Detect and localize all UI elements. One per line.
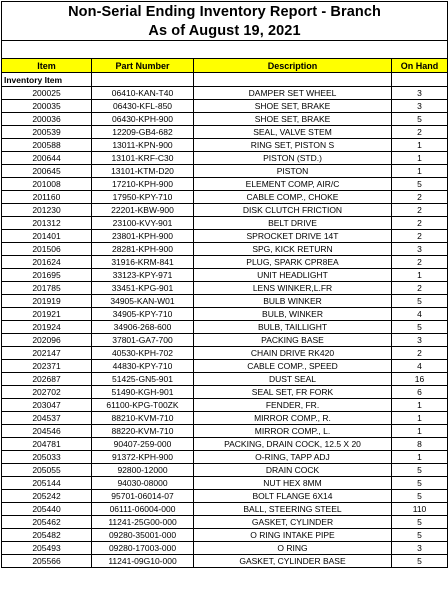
cell-part-number: 95701-06014-07 (92, 490, 194, 503)
cell-description: SHOE SET, BRAKE (194, 100, 392, 113)
cell-description: O RING (194, 542, 392, 555)
table-row (2, 555, 448, 568)
table-row (2, 503, 448, 516)
cell-on-hand: 3 (392, 334, 448, 347)
cell-on-hand: 2 (392, 256, 448, 269)
cell-part-number: 06430-KFL-850 (92, 100, 194, 113)
cell-item-number: 203047 (2, 399, 92, 412)
cell-item-number: 200539 (2, 126, 92, 139)
table-row (2, 282, 448, 295)
table-row (2, 217, 448, 230)
spacer-row (2, 41, 448, 59)
cell-part-number: 09280-35001-000 (92, 529, 194, 542)
cell-on-hand: 5 (392, 516, 448, 529)
cell-on-hand: 5 (392, 555, 448, 568)
report-title: Non-Serial Ending Inventory Report - Branch (2, 2, 448, 22)
subheader-empty-cell (392, 73, 448, 87)
table-row (2, 412, 448, 425)
cell-item-number: 201160 (2, 191, 92, 204)
cell-item-number: 201401 (2, 230, 92, 243)
cell-description: NUT HEX 8MM (194, 477, 392, 490)
cell-item-number: 201785 (2, 282, 92, 295)
cell-part-number: 17210-KPH-900 (92, 178, 194, 191)
cell-description: DAMPER SET WHEEL (194, 87, 392, 100)
column-header-row (2, 59, 448, 73)
cell-part-number: 12209-GB4-682 (92, 126, 194, 139)
cell-part-number: 06430-KPH-900 (92, 113, 194, 126)
cell-on-hand: 5 (392, 321, 448, 334)
cell-item-number: 202096 (2, 334, 92, 347)
inventory-report-sheet (1, 1, 447, 568)
column-header-item: Item (2, 59, 92, 73)
cell-item-number: 205493 (2, 542, 92, 555)
table-row (2, 529, 448, 542)
cell-part-number: 13101-KRF-C30 (92, 152, 194, 165)
cell-on-hand: 1 (392, 269, 448, 282)
cell-item-number: 205440 (2, 503, 92, 516)
cell-item-number: 201312 (2, 217, 92, 230)
cell-part-number: 06111-06004-000 (92, 503, 194, 516)
cell-part-number: 88210-KVM-710 (92, 412, 194, 425)
cell-item-number: 205462 (2, 516, 92, 529)
cell-description: FENDER, FR. (194, 399, 392, 412)
cell-part-number: 44830-KPY-710 (92, 360, 194, 373)
cell-item-number: 200645 (2, 165, 92, 178)
cell-item-number: 205055 (2, 464, 92, 477)
table-row (2, 516, 448, 529)
table-row (2, 87, 448, 100)
cell-description: SHOE SET, BRAKE (194, 113, 392, 126)
cell-description: CHAIN DRIVE RK420 (194, 347, 392, 360)
inventory-table (1, 1, 448, 568)
cell-item-number: 205242 (2, 490, 92, 503)
cell-on-hand: 16 (392, 373, 448, 386)
cell-description: BELT DRIVE (194, 217, 392, 230)
cell-description: PLUG, SPARK CPR8EA (194, 256, 392, 269)
cell-on-hand: 2 (392, 126, 448, 139)
report-title-row (2, 2, 448, 22)
cell-part-number: 37801-GA7-700 (92, 334, 194, 347)
cell-on-hand: 3 (392, 243, 448, 256)
cell-on-hand: 5 (392, 178, 448, 191)
cell-item-number: 204537 (2, 412, 92, 425)
cell-item-number: 204546 (2, 425, 92, 438)
cell-item-number: 201919 (2, 295, 92, 308)
cell-part-number: 31916-KRM-841 (92, 256, 194, 269)
table-row (2, 347, 448, 360)
cell-on-hand: 2 (392, 347, 448, 360)
table-row (2, 425, 448, 438)
cell-item-number: 202687 (2, 373, 92, 386)
cell-part-number: 51425-GN5-901 (92, 373, 194, 386)
cell-item-number: 200588 (2, 139, 92, 152)
table-row (2, 373, 448, 386)
table-row (2, 152, 448, 165)
cell-item-number: 201921 (2, 308, 92, 321)
cell-description: MIRROR COMP., R. (194, 412, 392, 425)
cell-description: UNIT HEADLIGHT (194, 269, 392, 282)
cell-part-number: 34906-268-600 (92, 321, 194, 334)
cell-on-hand: 2 (392, 230, 448, 243)
cell-description: PISTON (194, 165, 392, 178)
cell-item-number: 200644 (2, 152, 92, 165)
table-row (2, 165, 448, 178)
cell-item-number: 201230 (2, 204, 92, 217)
cell-part-number: 61100-KPG-T00ZK (92, 399, 194, 412)
cell-description: ELEMENT COMP, AIR/C (194, 178, 392, 191)
cell-part-number: 40530-KPH-702 (92, 347, 194, 360)
cell-description: BULB, TAILLIGHT (194, 321, 392, 334)
cell-description: CABLE COMP., CHOKE (194, 191, 392, 204)
cell-description: DRAIN COCK (194, 464, 392, 477)
cell-part-number: 33123-KPY-971 (92, 269, 194, 282)
cell-part-number: 11241-25G00-000 (92, 516, 194, 529)
cell-on-hand: 5 (392, 529, 448, 542)
cell-part-number: 11241-09G10-000 (92, 555, 194, 568)
table-row (2, 256, 448, 269)
table-row (2, 269, 448, 282)
cell-item-number: 200025 (2, 87, 92, 100)
cell-description: BALL, STEERING STEEL (194, 503, 392, 516)
report-date: As of August 19, 2021 (2, 21, 448, 41)
cell-on-hand: 1 (392, 152, 448, 165)
table-row (2, 126, 448, 139)
cell-part-number: 34905-KPY-710 (92, 308, 194, 321)
cell-part-number: 28281-KPH-900 (92, 243, 194, 256)
cell-description: BULB, WINKER (194, 308, 392, 321)
table-row (2, 139, 448, 152)
cell-item-number: 201008 (2, 178, 92, 191)
cell-description: LENS WINKER,L.FR (194, 282, 392, 295)
cell-item-number: 202702 (2, 386, 92, 399)
cell-on-hand: 5 (392, 477, 448, 490)
cell-on-hand: 2 (392, 204, 448, 217)
cell-part-number: 51490-KGH-901 (92, 386, 194, 399)
cell-on-hand: 2 (392, 191, 448, 204)
cell-description: CABLE COMP., SPEED (194, 360, 392, 373)
cell-on-hand: 2 (392, 217, 448, 230)
table-row (2, 100, 448, 113)
table-row (2, 178, 448, 191)
cell-description: GASKET, CYLINDER (194, 516, 392, 529)
subheader-empty-cell (92, 73, 194, 87)
cell-item-number: 205482 (2, 529, 92, 542)
subheader-inventory-item: Inventory Item (2, 73, 92, 87)
cell-description: SEAL SET, FR FORK (194, 386, 392, 399)
cell-part-number: 33451-KPG-901 (92, 282, 194, 295)
cell-description: BOLT FLANGE 6X14 (194, 490, 392, 503)
cell-on-hand: 8 (392, 438, 448, 451)
column-header-description: Description (194, 59, 392, 73)
subheader-row (2, 73, 448, 87)
cell-part-number: 34905-KAN-W01 (92, 295, 194, 308)
cell-on-hand: 1 (392, 399, 448, 412)
table-row (2, 334, 448, 347)
spacer-cell (2, 41, 448, 59)
cell-on-hand: 5 (392, 113, 448, 126)
cell-part-number: 22201-KBW-900 (92, 204, 194, 217)
table-row (2, 490, 448, 503)
cell-on-hand: 4 (392, 308, 448, 321)
cell-on-hand: 5 (392, 490, 448, 503)
table-row (2, 295, 448, 308)
cell-description: DISK CLUTCH FRICTION (194, 204, 392, 217)
cell-item-number: 201924 (2, 321, 92, 334)
table-row (2, 321, 448, 334)
cell-description: MIRROR COMP., L. (194, 425, 392, 438)
cell-description: DUST SEAL (194, 373, 392, 386)
table-row (2, 191, 448, 204)
table-row (2, 438, 448, 451)
cell-description: PACKING, DRAIN COCK, 12.5 X 20 (194, 438, 392, 451)
cell-on-hand: 4 (392, 360, 448, 373)
cell-part-number: 23100-KVY-901 (92, 217, 194, 230)
report-date-row (2, 21, 448, 41)
subheader-empty-cell (194, 73, 392, 87)
table-row (2, 477, 448, 490)
cell-description: PISTON (STD.) (194, 152, 392, 165)
cell-on-hand: 2 (392, 282, 448, 295)
cell-part-number: 88220-KVM-710 (92, 425, 194, 438)
cell-description: GASKET, CYLINDER BASE (194, 555, 392, 568)
table-row (2, 360, 448, 373)
cell-on-hand: 1 (392, 425, 448, 438)
cell-description: SEAL, VALVE STEM (194, 126, 392, 139)
cell-on-hand: 110 (392, 503, 448, 516)
column-header-part-number: Part Number (92, 59, 194, 73)
cell-on-hand: 3 (392, 100, 448, 113)
table-row (2, 464, 448, 477)
cell-description: RING SET, PISTON S (194, 139, 392, 152)
cell-part-number: 90407-259-000 (92, 438, 194, 451)
cell-item-number: 201695 (2, 269, 92, 282)
column-header-on-hand: On Hand (392, 59, 448, 73)
cell-on-hand: 1 (392, 451, 448, 464)
cell-item-number: 202371 (2, 360, 92, 373)
cell-part-number: 91372-KPH-900 (92, 451, 194, 464)
cell-on-hand: 1 (392, 412, 448, 425)
cell-on-hand: 6 (392, 386, 448, 399)
cell-part-number: 09280-17003-000 (92, 542, 194, 555)
cell-description: O RING INTAKE PIPE (194, 529, 392, 542)
table-row (2, 399, 448, 412)
cell-item-number: 202147 (2, 347, 92, 360)
cell-part-number: 23801-KPH-900 (92, 230, 194, 243)
cell-item-number: 205566 (2, 555, 92, 568)
table-row (2, 243, 448, 256)
cell-description: BULB WINKER (194, 295, 392, 308)
cell-item-number: 200036 (2, 113, 92, 126)
table-row (2, 204, 448, 217)
cell-description: PACKING BASE (194, 334, 392, 347)
table-row (2, 113, 448, 126)
table-row (2, 308, 448, 321)
cell-on-hand: 1 (392, 139, 448, 152)
cell-part-number: 06410-KAN-T40 (92, 87, 194, 100)
cell-on-hand: 5 (392, 464, 448, 477)
cell-item-number: 200035 (2, 100, 92, 113)
cell-part-number: 92800-12000 (92, 464, 194, 477)
cell-item-number: 204781 (2, 438, 92, 451)
table-row (2, 542, 448, 555)
cell-description: SPROCKET DRIVE 14T (194, 230, 392, 243)
cell-part-number: 13011-KPN-900 (92, 139, 194, 152)
cell-description: SPG, KICK RETURN (194, 243, 392, 256)
cell-on-hand: 1 (392, 165, 448, 178)
cell-on-hand: 3 (392, 542, 448, 555)
cell-description: O-RING, TAPP ADJ (194, 451, 392, 464)
table-row (2, 451, 448, 464)
cell-part-number: 94030-08000 (92, 477, 194, 490)
cell-item-number: 201624 (2, 256, 92, 269)
table-row (2, 386, 448, 399)
table-row (2, 230, 448, 243)
cell-part-number: 13101-KTM-D20 (92, 165, 194, 178)
cell-part-number: 17950-KPY-710 (92, 191, 194, 204)
cell-item-number: 201506 (2, 243, 92, 256)
cell-item-number: 205033 (2, 451, 92, 464)
cell-on-hand: 3 (392, 87, 448, 100)
cell-item-number: 205144 (2, 477, 92, 490)
cell-on-hand: 5 (392, 295, 448, 308)
